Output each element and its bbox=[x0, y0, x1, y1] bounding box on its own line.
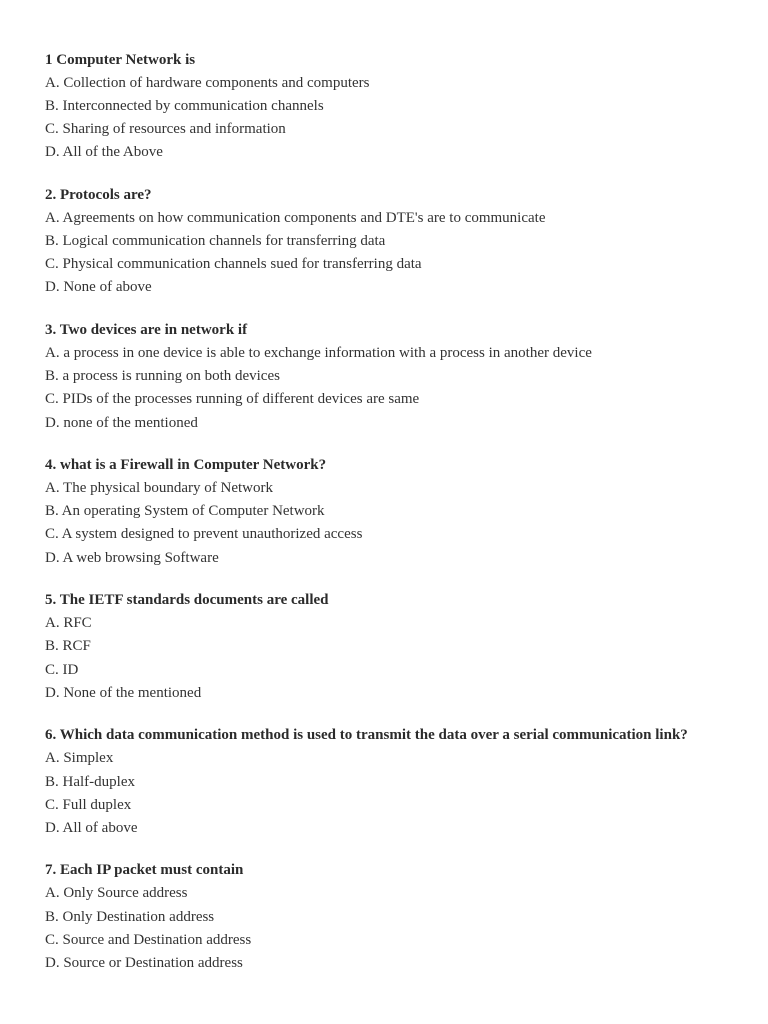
option-d: D. Source or Destination address bbox=[45, 954, 243, 971]
option-b: B. Logical communication channels for transferring data bbox=[45, 233, 386, 250]
option-d: D. None of above bbox=[45, 279, 152, 296]
question-title: 5. The IETF standards documents are called bbox=[45, 592, 329, 609]
question-6 bbox=[45, 724, 745, 839]
option-a: A. Collection of hardware components and computers bbox=[45, 75, 370, 92]
option-a: A. Agreements on how communication components and DTE's are to communicate bbox=[45, 210, 546, 227]
option-c: C. Sharing of resources and information bbox=[45, 121, 286, 138]
quiz-document bbox=[45, 49, 745, 994]
option-d: D. none of the mentioned bbox=[45, 414, 198, 431]
question-title: 2. Protocols are? bbox=[45, 187, 152, 204]
question-7 bbox=[45, 859, 745, 974]
option-a: A. a process in one device is able to exchange information with a process in another device bbox=[45, 345, 592, 362]
option-c: C. Source and Destination address bbox=[45, 931, 252, 948]
option-c: C. ID bbox=[45, 661, 79, 678]
option-d: D. None of the mentioned bbox=[45, 684, 202, 701]
question-1 bbox=[45, 49, 745, 164]
option-c: C. Physical communication channels sued for transferring data bbox=[45, 256, 422, 273]
option-b: B. An operating System of Computer Network bbox=[45, 503, 325, 520]
option-b: B. Interconnected by communication channels bbox=[45, 98, 324, 115]
option-c: C. PIDs of the processes running of different devices are same bbox=[45, 391, 420, 408]
option-b: B. Only Destination address bbox=[45, 908, 215, 925]
question-title: 4. what is a Firewall in Computer Network? bbox=[45, 457, 327, 474]
question-3 bbox=[45, 319, 745, 434]
option-a: A. Simplex bbox=[45, 750, 114, 767]
question-5 bbox=[45, 589, 745, 704]
option-b: B. RCF bbox=[45, 638, 91, 655]
question-title: 7. Each IP packet must contain bbox=[45, 862, 244, 879]
option-a: A. Only Source address bbox=[45, 885, 188, 902]
option-a: A. The physical boundary of Network bbox=[45, 480, 274, 497]
option-b: B. Half-duplex bbox=[45, 773, 135, 790]
option-d: D. A web browsing Software bbox=[45, 549, 219, 566]
question-title: 1 Computer Network is bbox=[45, 52, 196, 68]
question-title: 6. Which data communication method is used to transmit the data over a serial communication link? bbox=[45, 727, 688, 744]
question-2 bbox=[45, 184, 745, 299]
option-d: D. All of the Above bbox=[45, 144, 163, 161]
question-title: 3. Two devices are in network if bbox=[45, 322, 248, 339]
option-d: D. All of above bbox=[45, 819, 138, 836]
option-c: C. Full duplex bbox=[45, 796, 132, 813]
option-c: C. A system designed to prevent unauthorized access bbox=[45, 526, 363, 543]
option-a: A. RFC bbox=[45, 615, 92, 632]
question-4 bbox=[45, 454, 745, 569]
option-b: B. a process is running on both devices bbox=[45, 368, 280, 385]
